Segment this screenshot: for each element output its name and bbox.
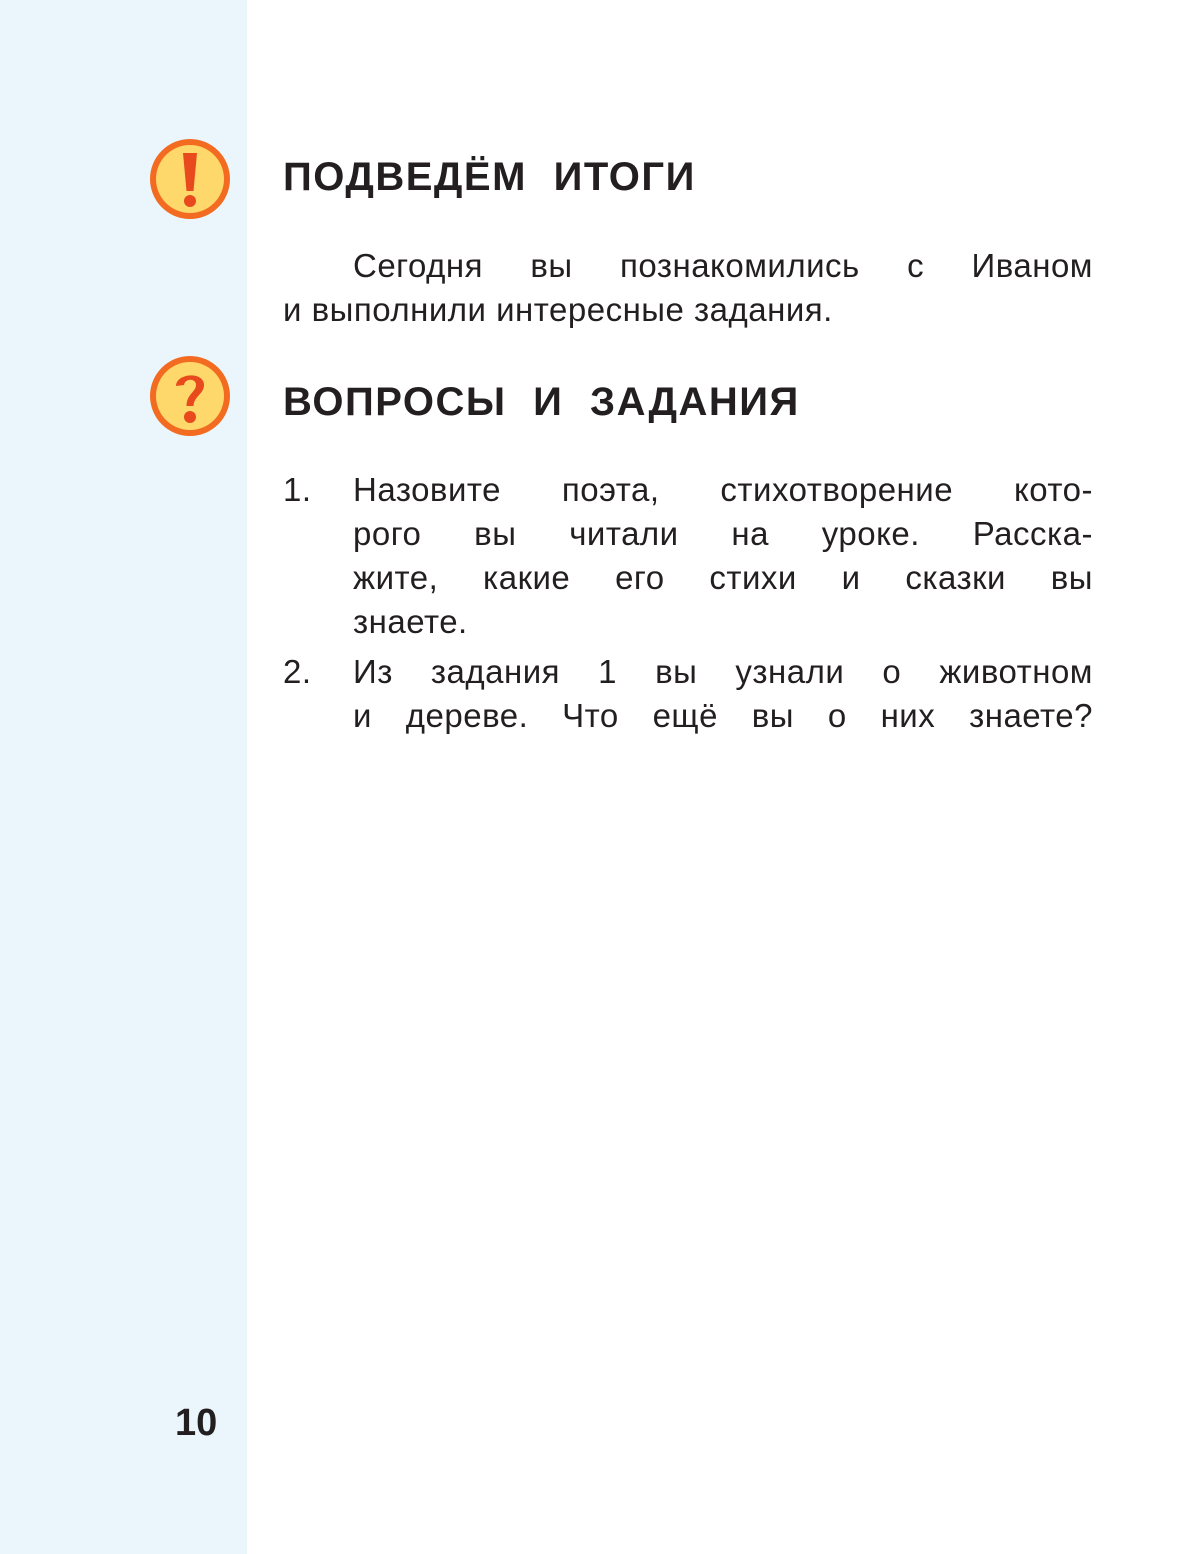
question-icon [148, 354, 232, 438]
summary-text [283, 244, 1093, 332]
task-1-line-2: рого вы читали на уроке. Расска- [353, 515, 1093, 552]
task-2-line-2: и дереве. Что ещё вы о них знаете? [353, 697, 1093, 734]
task-1-line-3: жите, какие его стихи и сказки вы [353, 559, 1093, 596]
task-2-line-1: Из задания 1 вы узнали о животном [353, 653, 1093, 690]
task-number-1: 1. [283, 471, 312, 508]
summary-text-line-1: Сегодня вы познакомились с Иваном [353, 247, 1093, 284]
task-number-2: 2. [283, 653, 312, 690]
exclamation-icon [148, 137, 232, 221]
task-1-line-1: Назовите поэта, стихотворение кото- [353, 471, 1093, 508]
summary-text-line-2: и выполнили интересные задания. [283, 291, 833, 328]
task-item-2 [283, 650, 1093, 738]
summary-title: ПОДВЕДЁМ ИТОГИ [283, 155, 696, 199]
task-1-line-4: знаете. [353, 603, 468, 640]
task-item-1 [283, 468, 1093, 644]
page-number: 10 [175, 1402, 218, 1444]
questions-title: ВОПРОСЫ И ЗАДАНИЯ [283, 380, 800, 424]
margin-strip [0, 0, 247, 1554]
